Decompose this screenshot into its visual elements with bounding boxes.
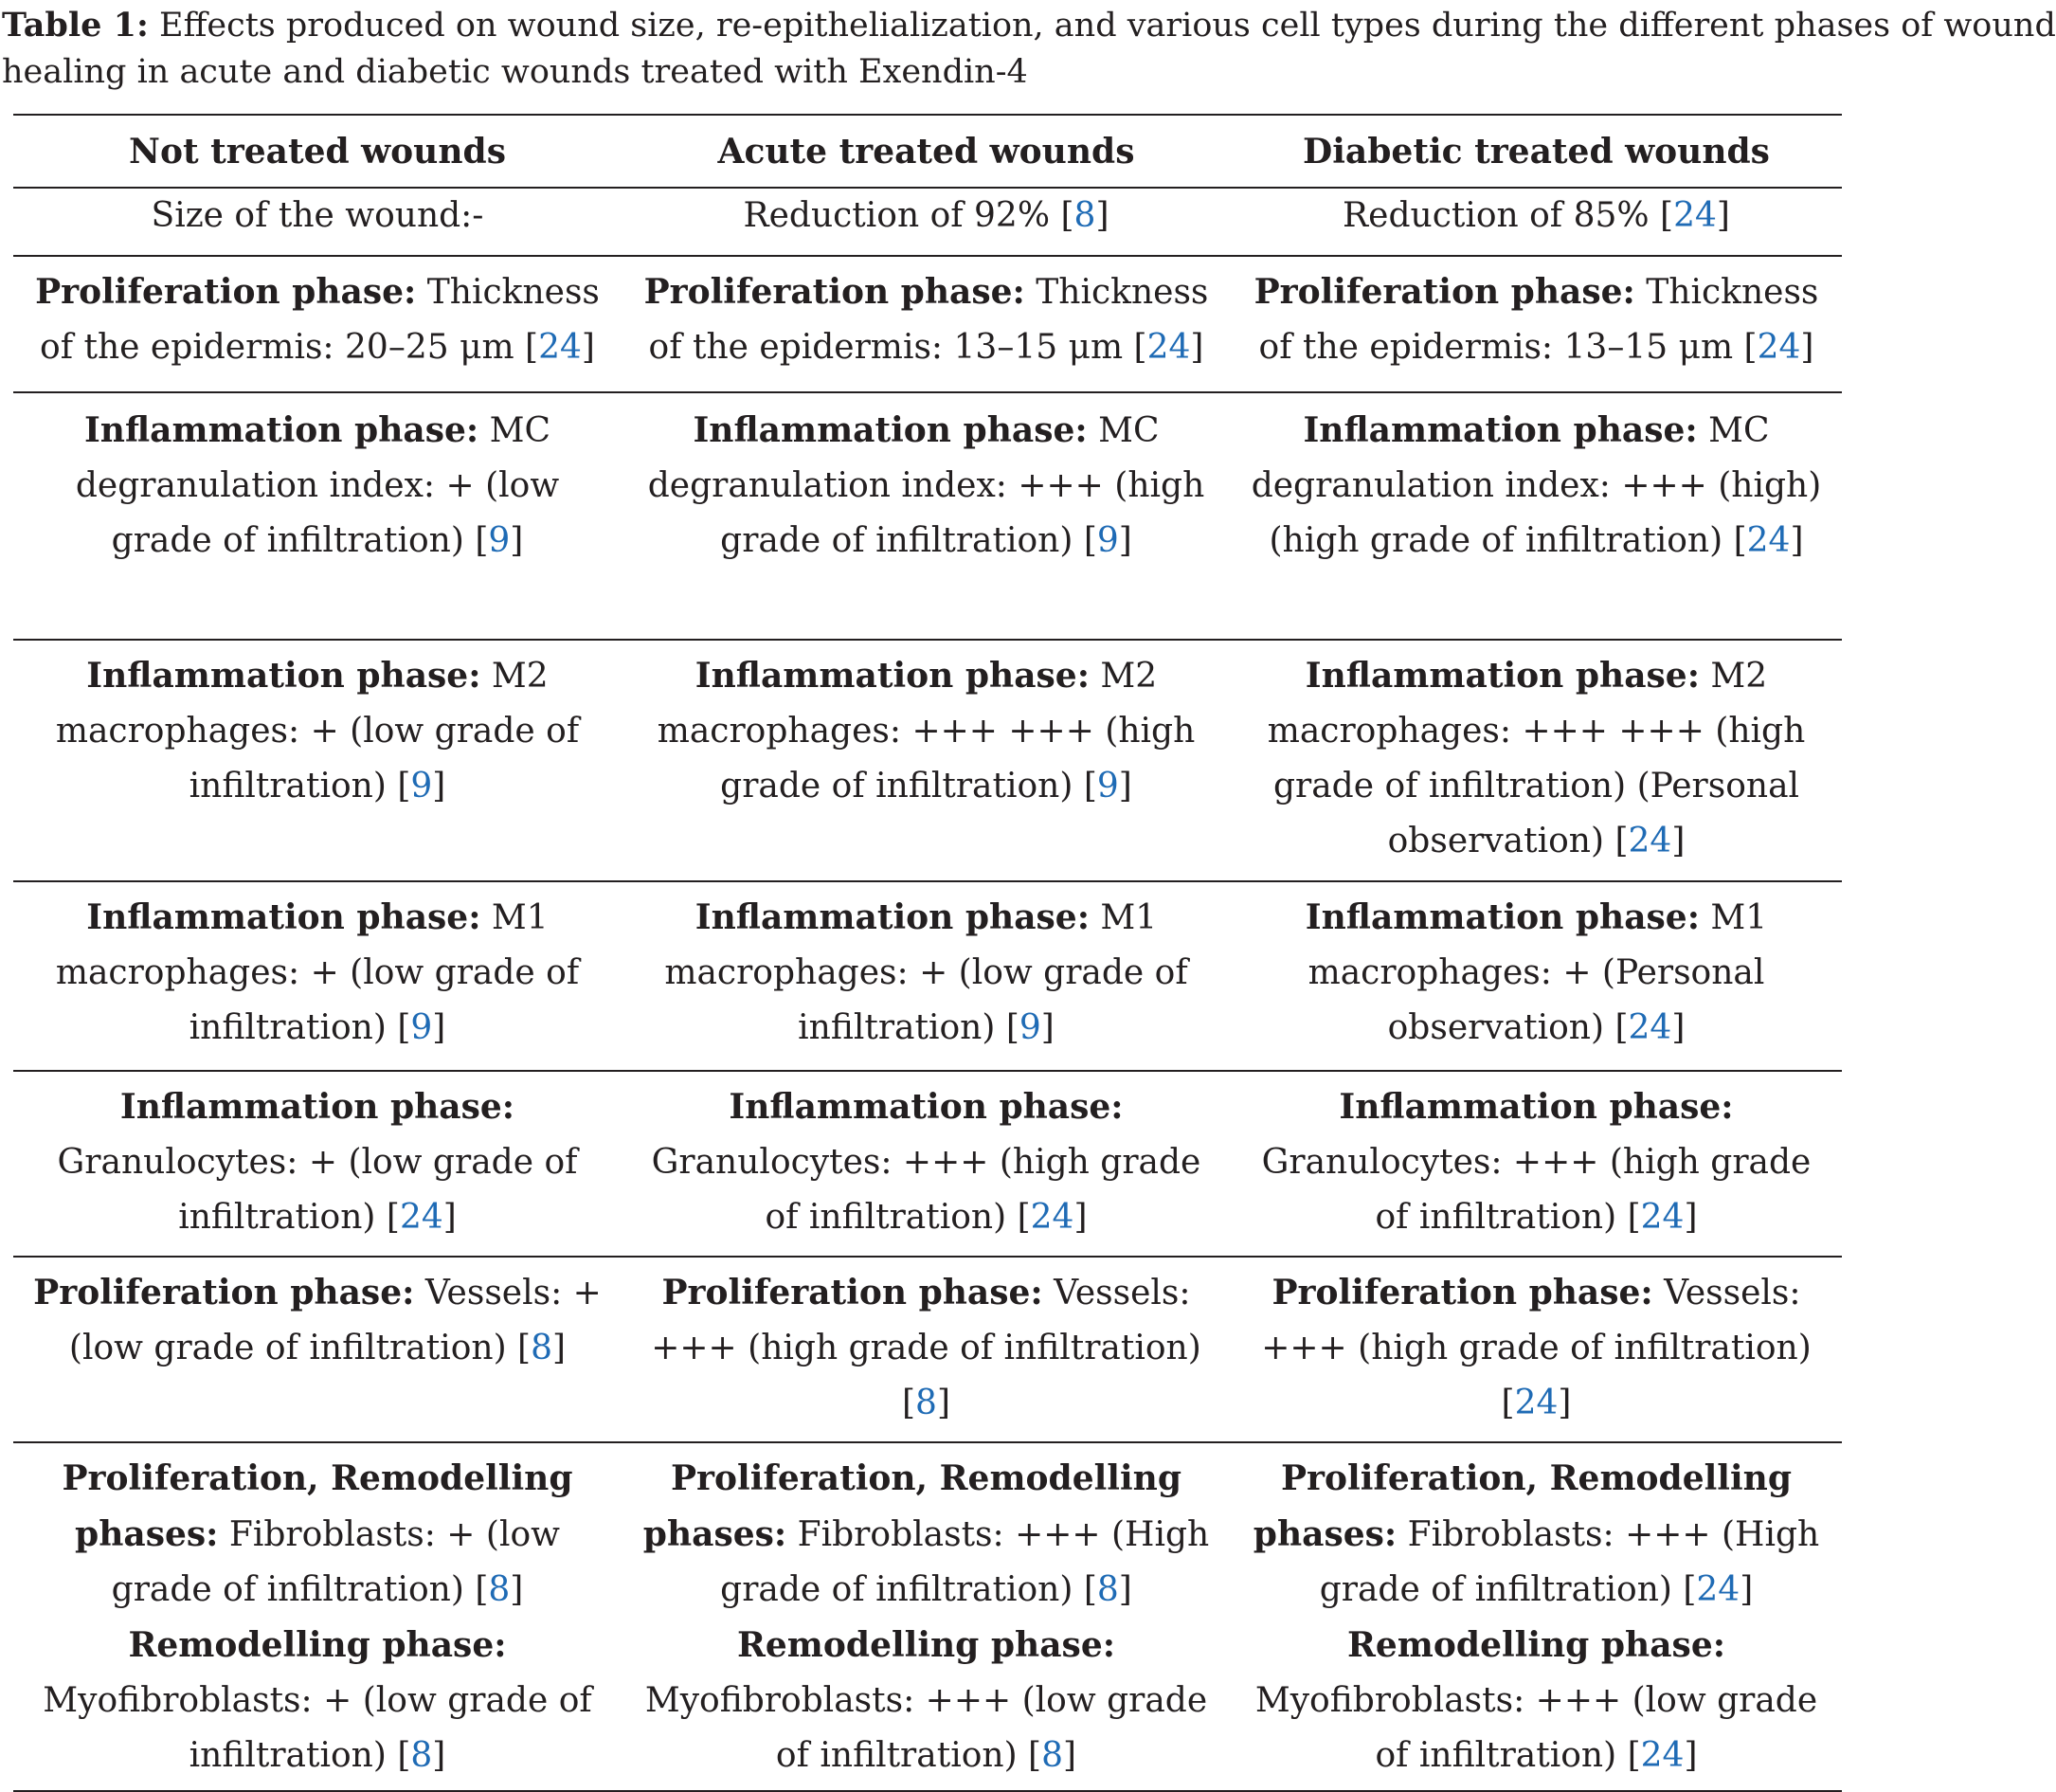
cell-text: Thickness of the epidermis: 13–15 μm [: [1258, 273, 1819, 367]
cell-bracket: ]: [1671, 822, 1686, 860]
header-row: [13, 115, 1842, 188]
cell-bracket: ]: [1073, 1198, 1088, 1237]
phase-label: Proliferation phase:: [661, 1273, 1043, 1312]
cell-bracket: ]: [1118, 1570, 1132, 1609]
cell-text: Reduction of 92% [: [743, 196, 1074, 235]
reference-link[interactable]: 8: [488, 1570, 511, 1609]
cell-bracket: ]: [936, 1384, 950, 1422]
table-cell: [1231, 640, 1842, 881]
phase-label: Inflammation phase:: [86, 897, 481, 937]
table-cell: [1231, 881, 1842, 1071]
table-cell: [13, 1257, 622, 1442]
phase-label: Proliferation phase:: [1253, 272, 1635, 312]
phase-label: Remodelling phase:: [128, 1625, 507, 1665]
table-cell: [1231, 392, 1842, 640]
cell-text: MC degranulation index: +++ (high) (high grade of infiltration) [: [1251, 411, 1822, 560]
cell-text: Fibroblasts: +++ (High grade of infiltration) [: [1319, 1515, 1820, 1609]
phase-label: Inflammation phase:: [119, 1087, 515, 1127]
reference-link[interactable]: 24: [538, 328, 582, 367]
phase-label: Proliferation, Remodelling phases:: [642, 1458, 1181, 1554]
cell-bracket: ]: [581, 328, 595, 367]
phase-label: Inflammation phase:: [694, 656, 1090, 696]
cell-bracket: ]: [1118, 521, 1132, 560]
cell-text: Fibroblasts: + (low grade of infiltration) [: [111, 1515, 560, 1609]
cell-bracket: ]: [1684, 1198, 1698, 1237]
phase-label: Proliferation phase:: [1271, 1273, 1653, 1312]
table-cell: [622, 640, 1231, 881]
reference-link[interactable]: 8: [1041, 1736, 1064, 1775]
reference-link[interactable]: 24: [1757, 328, 1801, 367]
table-cell: [1231, 1257, 1842, 1442]
cell-text: M1 macrophages: + (Personal observation) [: [1308, 898, 1768, 1047]
table-cell: [13, 188, 622, 256]
cell-text: Myofibroblasts: + (low grade of infiltration) [: [43, 1681, 592, 1775]
cell-text: Reduction of 85% [: [1343, 196, 1674, 235]
table-cell: [1231, 1071, 1842, 1257]
cell-text: Size of the wound:-: [151, 196, 484, 235]
phase-label: Remodelling phase:: [1346, 1625, 1726, 1665]
phase-label: Proliferation phase:: [35, 272, 417, 312]
cell-bracket: ]: [1684, 1736, 1698, 1775]
reference-link[interactable]: 24: [1628, 822, 1672, 860]
phase-label: Inflammation phase:: [86, 656, 481, 696]
reference-link[interactable]: 9: [1019, 1008, 1041, 1047]
cell-bracket: ]: [1790, 521, 1804, 560]
cell-text: Myofibroblasts: +++ (low grade of infiltration) [: [1254, 1681, 1818, 1775]
phase-label: Proliferation phase:: [643, 272, 1025, 312]
reference-link[interactable]: 9: [410, 1008, 433, 1047]
cell-bracket: ]: [552, 1329, 567, 1367]
table-cell: [622, 1257, 1231, 1442]
cell-bracket: ]: [1190, 328, 1204, 367]
reference-link[interactable]: 8: [1073, 196, 1096, 235]
phase-label: Proliferation, Remodelling phases:: [62, 1458, 573, 1554]
caption-label: Table 1:: [2, 6, 149, 45]
cell-bracket: ]: [1716, 196, 1730, 235]
cell-text: M2 macrophages: +++ +++ (high grade of infiltration) (Personal observation) [: [1267, 657, 1806, 860]
cell-bracket: ]: [1740, 1570, 1754, 1609]
reference-link[interactable]: 8: [410, 1736, 433, 1775]
cell-text: M2 macrophages: +++ +++ (high grade of infiltration) [: [657, 657, 1196, 805]
effects-table: [13, 114, 1842, 1792]
cell-bracket: ]: [1095, 196, 1109, 235]
reference-link[interactable]: 24: [1673, 196, 1717, 235]
reference-link[interactable]: 8: [1096, 1570, 1119, 1609]
table-row-epidermis: [13, 256, 1842, 392]
table-row-mc-degranulation: [13, 392, 1842, 640]
cell-bracket: ]: [510, 521, 524, 560]
cell-text: Granulocytes: + (low grade of infiltration) [: [57, 1143, 578, 1237]
cell-bracket: ]: [1040, 1008, 1055, 1047]
table-cell: [622, 1442, 1231, 1791]
header-diabetic-treated: Diabetic treated wounds: [1231, 115, 1842, 188]
table-cell: [13, 881, 622, 1071]
phase-label: Proliferation, Remodelling phases:: [1253, 1458, 1792, 1554]
cell-text: Fibroblasts: +++ (High grade of infiltration) [: [720, 1515, 1210, 1609]
phase-label: Inflammation phase:: [83, 410, 479, 450]
reference-link[interactable]: 24: [1746, 521, 1791, 560]
phase-label: Inflammation phase:: [729, 1087, 1124, 1127]
cell-text: Vessels: + (low grade of infiltration) [: [68, 1274, 602, 1367]
cell-bracket: ]: [432, 767, 446, 805]
reference-link[interactable]: 24: [1514, 1384, 1559, 1422]
cell-text: M1 macrophages: + (low grade of infiltration) [: [55, 898, 580, 1047]
cell-bracket: ]: [1800, 328, 1814, 367]
reference-link[interactable]: 9: [1096, 521, 1119, 560]
table-cell: [13, 1442, 622, 1791]
reference-link[interactable]: 24: [1640, 1736, 1685, 1775]
caption-line-1: [2, 2, 2056, 49]
caption-line-2: healing in acute and diabetic wounds treated with Exendin-4: [2, 53, 1028, 91]
header-not-treated: Not treated wounds: [13, 115, 622, 188]
table-cell: [13, 256, 622, 392]
header-acute-treated: Acute treated wounds: [622, 115, 1231, 188]
table-row-vessels: [13, 1257, 1842, 1442]
phase-label: Inflammation phase:: [694, 897, 1090, 937]
reference-link[interactable]: 24: [1696, 1570, 1740, 1609]
phase-label: Inflammation phase:: [693, 410, 1088, 450]
table-cell: [622, 1071, 1231, 1257]
cell-bracket: ]: [1063, 1736, 1077, 1775]
cell-text: Thickness of the epidermis: 20–25 μm [: [40, 273, 600, 367]
cell-bracket: ]: [510, 1570, 524, 1609]
table-row-m2-macrophages: [13, 640, 1842, 881]
reference-link[interactable]: 8: [915, 1384, 937, 1422]
caption-text-1: Effects produced on wound size, re-epithelialization, and various cell types during the different phases of wound: [159, 7, 2056, 45]
cell-text: Thickness of the epidermis: 13–15 μm [: [648, 273, 1209, 367]
cell-text: Vessels: +++ (high grade of infiltration) [: [1261, 1274, 1812, 1422]
cell-text: M2 macrophages: + (low grade of infiltration) [: [55, 657, 580, 805]
reference-link[interactable]: 9: [1096, 767, 1119, 805]
table-row-granulocytes: [13, 1071, 1842, 1257]
phase-label: Remodelling phase:: [736, 1625, 1116, 1665]
cell-bracket: ]: [1118, 767, 1132, 805]
table-cell: [1231, 1442, 1842, 1791]
table-caption: [2, 2, 2056, 96]
cell-bracket: ]: [432, 1008, 446, 1047]
cell-bracket: ]: [432, 1736, 446, 1775]
reference-link[interactable]: 9: [410, 767, 433, 805]
table-cell: [13, 392, 622, 640]
reference-link[interactable]: 24: [1640, 1198, 1685, 1237]
cell-text: MC degranulation index: +++ (high grade of infiltration) [: [647, 411, 1205, 560]
cell-bracket: ]: [1671, 1008, 1686, 1047]
reference-link[interactable]: 24: [1146, 328, 1191, 367]
cell-text: MC degranulation index: + (low grade of infiltration) [: [75, 411, 560, 560]
table-cell: [622, 256, 1231, 392]
table-row-m1-macrophages: [13, 881, 1842, 1071]
reference-link[interactable]: 24: [1030, 1198, 1074, 1237]
table-cell: [1231, 256, 1842, 392]
cell-bracket: ]: [442, 1198, 457, 1237]
cell-bracket: ]: [1558, 1384, 1572, 1422]
cell-text: M1 macrophages: + (low grade of infiltration) [: [664, 898, 1188, 1047]
reference-link[interactable]: 24: [1628, 1008, 1672, 1047]
cell-text: Granulocytes: +++ (high grade of infiltration) [: [651, 1143, 1201, 1237]
phase-label: Proliferation phase:: [33, 1273, 415, 1312]
reference-link[interactable]: 24: [399, 1198, 443, 1237]
table-cell: [622, 188, 1231, 256]
table-row-wound-size: [13, 188, 1842, 256]
table-row-fibroblasts: [13, 1442, 1842, 1791]
phase-label: Inflammation phase:: [1303, 410, 1698, 450]
phase-label: Inflammation phase:: [1339, 1087, 1734, 1127]
reference-link[interactable]: 8: [531, 1329, 553, 1367]
phase-label: Inflammation phase:: [1305, 656, 1700, 696]
cell-text: Vessels: +++ (high grade of infiltration) [: [651, 1274, 1201, 1422]
phase-label: Inflammation phase:: [1305, 897, 1700, 937]
table-cell: [13, 640, 622, 881]
reference-link[interactable]: 9: [488, 521, 511, 560]
table-cell: [622, 881, 1231, 1071]
table-cell: [13, 1071, 622, 1257]
cell-text: Myofibroblasts: +++ (low grade of infiltration) [: [644, 1681, 1208, 1775]
table-cell: [622, 392, 1231, 640]
table-cell: [1231, 188, 1842, 256]
cell-text: Granulocytes: +++ (high grade of infiltration) [: [1261, 1143, 1812, 1237]
